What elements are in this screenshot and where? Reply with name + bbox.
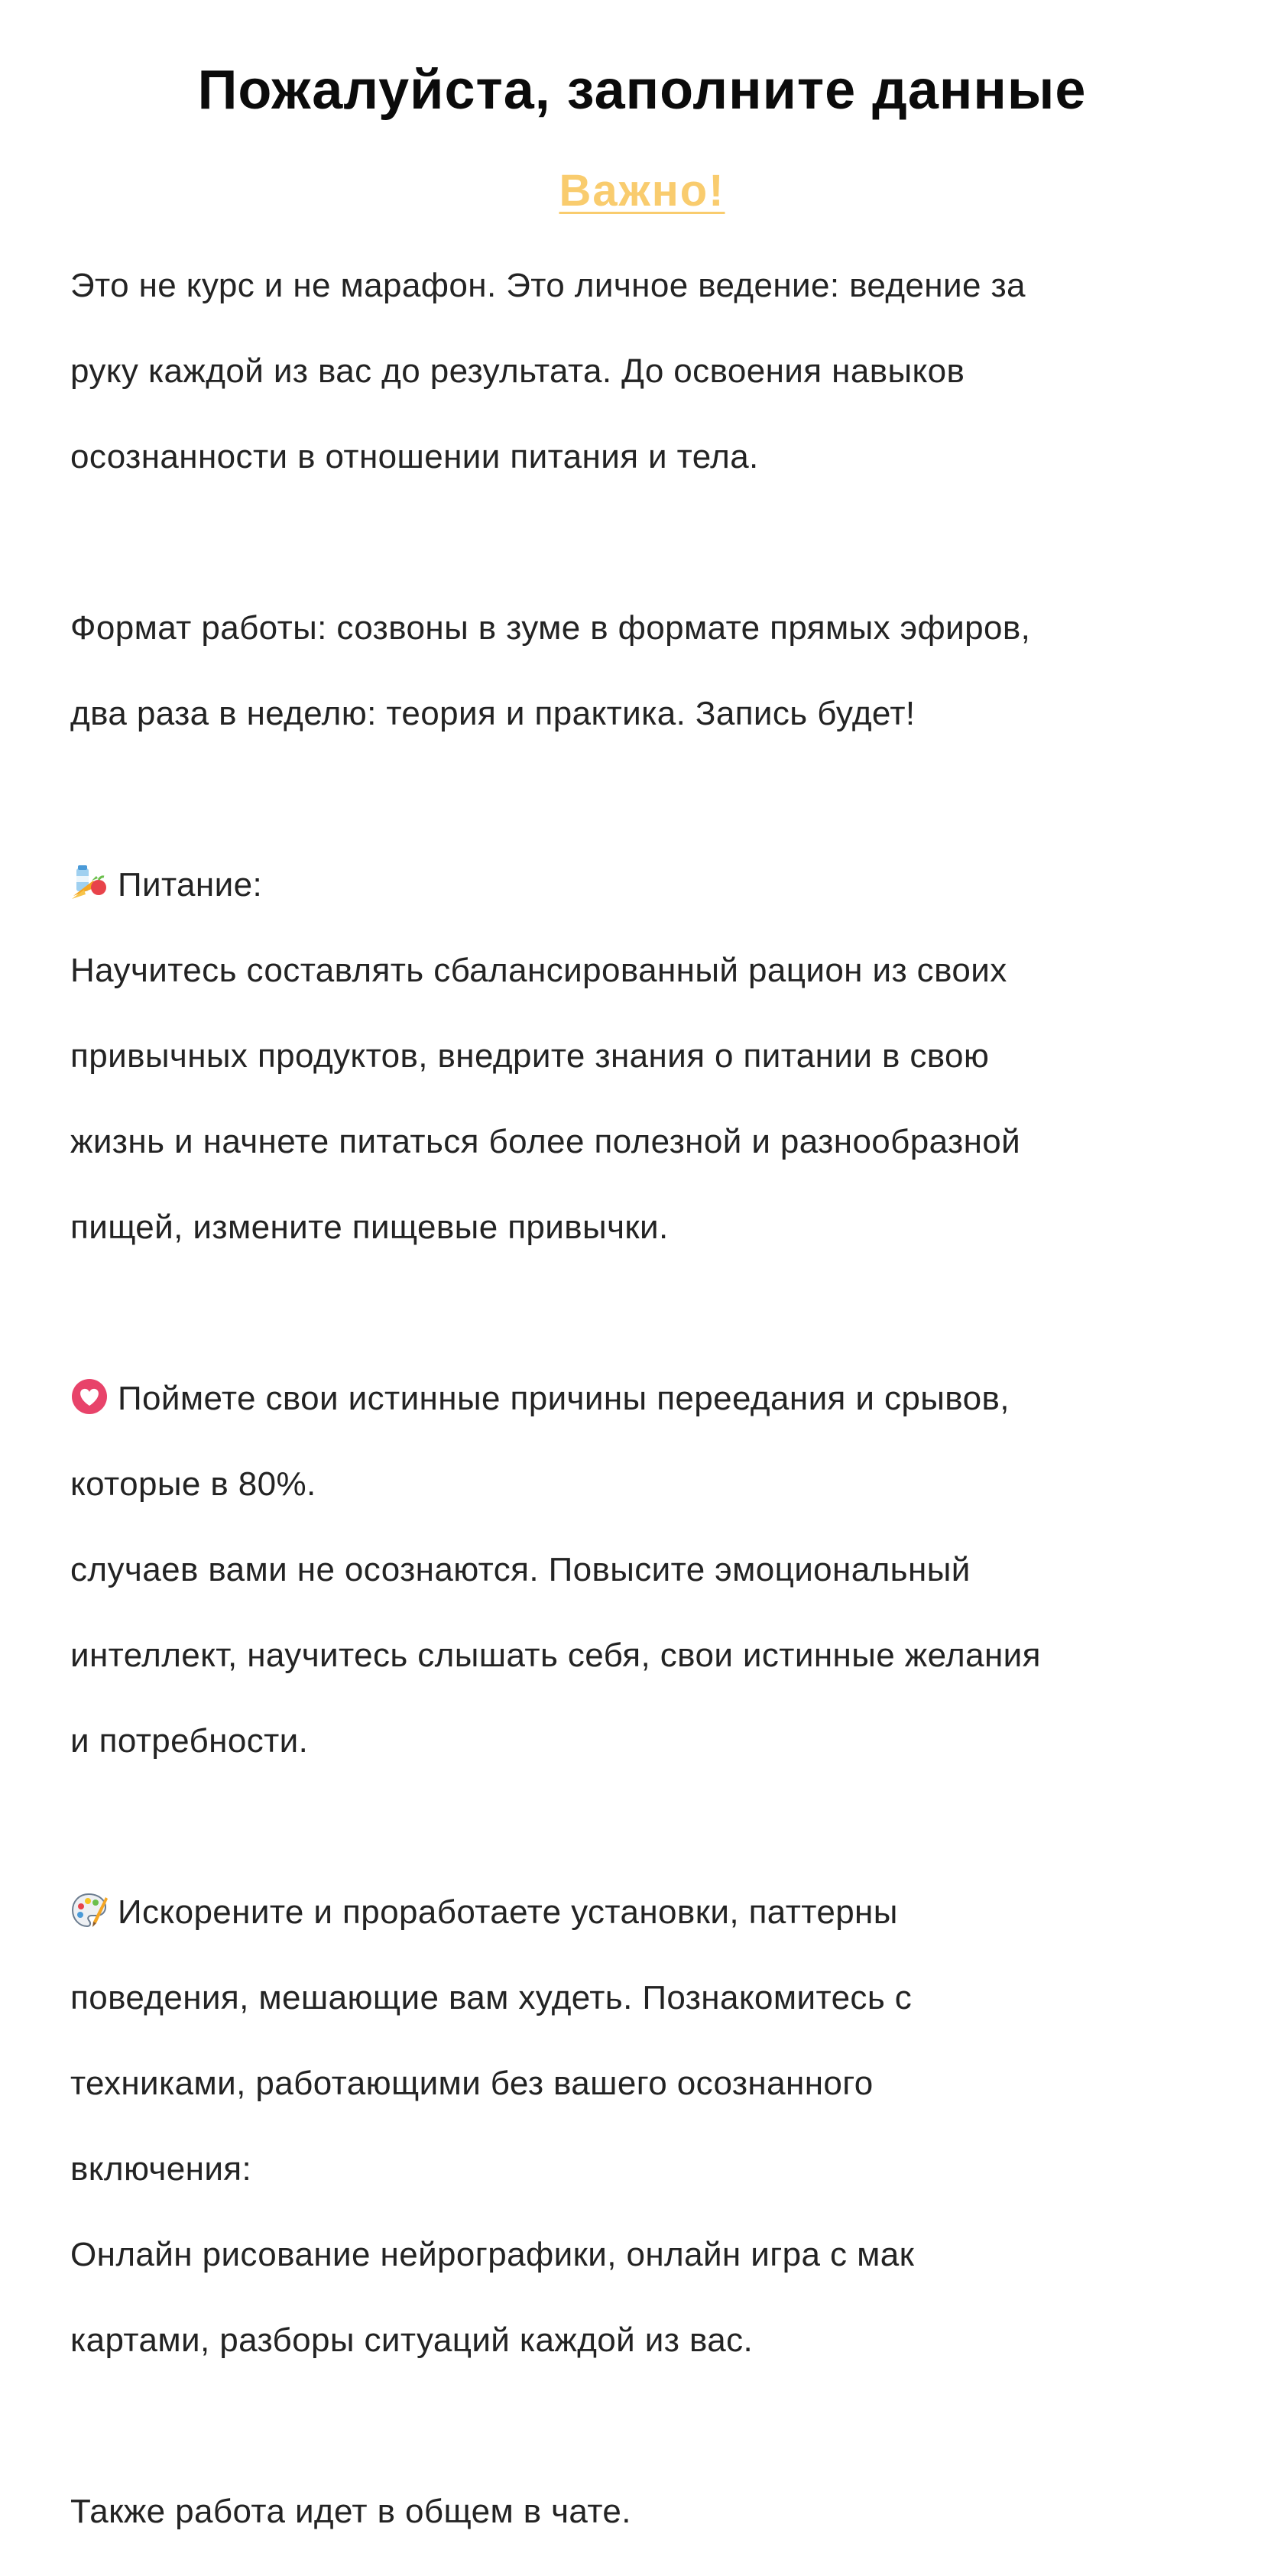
page-title: Пожалуйста, заполните данные: [197, 60, 1087, 121]
patterns-line: Онлайн рисование нейрографики, онлайн игра с мак: [70, 2236, 915, 2273]
overeating-line: которые в 80%.: [70, 1465, 316, 1503]
nutrition-heading-line: [70, 864, 1247, 907]
overeating-line: интеллект, научитесь слышать себя, свои истинные желания: [70, 1637, 1041, 1674]
palette-icon: [70, 1891, 109, 1929]
format-line: два раза в неделю: теория и практика. Запись будет!: [70, 695, 916, 732]
nutrition-line: привычных продуктов, внедрите знания о питании в свою: [70, 1037, 990, 1075]
food-icon: [70, 864, 109, 902]
overeating-first-text: Поймете свои истинные причины переедания и срывов,: [118, 1380, 1010, 1417]
nutrition-line: пищей, измените пищевые привычки.: [70, 1209, 669, 1246]
overeating-line: случаев вами не осознаются. Повысите эмоциональный: [70, 1551, 971, 1588]
intro-paragraph: [70, 222, 1247, 521]
overeating-line: и потребности.: [70, 1722, 309, 1760]
intro-line: руку каждой из вас до результата. До освоения навыков: [70, 352, 965, 390]
overeating-paragraph: [70, 1335, 1247, 1805]
format-line: Формат работы: созвоны в зуме в формате прямых эфиров,: [70, 609, 1031, 647]
patterns-line: техниками, работающими без вашего осознанного: [70, 2065, 874, 2102]
intro-line: Это не курс и не марафон. Это личное ведение: ведение за: [70, 267, 1026, 304]
intro-line: осознанности в отношении питания и тела.: [70, 438, 759, 475]
format-paragraph: [70, 564, 1247, 778]
patterns-first-line: [70, 1891, 1247, 1934]
nutrition-line: жизнь и начнете питаться более полезной и разнообразной: [70, 1123, 1021, 1160]
important-wrap: [0, 162, 1284, 220]
chat-paragraph: [70, 2448, 1247, 2576]
patterns-line: картами, разборы ситуаций каждой из вас.: [70, 2321, 754, 2359]
nutrition-heading: Питание:: [118, 866, 263, 904]
patterns-first-text: Искорените и проработаете установки, паттерны: [118, 1893, 898, 1931]
important-heading: Важно!: [559, 166, 725, 216]
nutrition-line: Научитесь составлять сбалансированный рацион из своих: [70, 952, 1007, 989]
patterns-line: включения:: [70, 2150, 252, 2188]
chat-line: Также работа идет в общем в чате.: [70, 2493, 631, 2530]
overeating-first-line: [70, 1377, 1247, 1420]
nutrition-paragraph: [70, 821, 1247, 1292]
content-body: [70, 222, 1247, 2576]
patterns-line: поведения, мешающие вам худеть. Познакомитесь с: [70, 1979, 913, 2016]
patterns-paragraph: [70, 1848, 1247, 2405]
heart-icon: [70, 1377, 109, 1416]
